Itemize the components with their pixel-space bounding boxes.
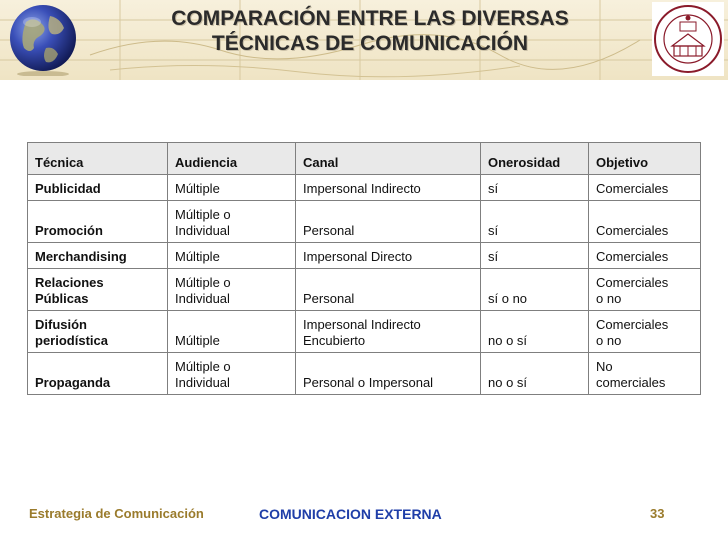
column-header: Onerosidad: [481, 143, 589, 175]
cell-text: sí: [488, 223, 499, 238]
column-header: Audiencia: [168, 143, 296, 175]
cell-text: Múltiple: [175, 333, 220, 348]
table-cell-canal: [296, 201, 481, 243]
university-seal-icon: [652, 2, 724, 76]
table-cell-canal: [296, 175, 481, 201]
table-cell-onerosidad: [481, 353, 589, 395]
table-row: [28, 311, 701, 353]
table-cell-tecnica: [28, 353, 168, 395]
footer-course-name: Estrategia de Comunicación: [29, 506, 204, 521]
cell-text: Impersonal Indirecto: [303, 317, 421, 332]
table-cell-objetivo: [589, 175, 701, 201]
table-cell-audiencia: [168, 311, 296, 353]
cell-text: Impersonal Indirecto: [303, 181, 421, 196]
page-title: [90, 6, 650, 56]
table-cell-tecnica: [28, 311, 168, 353]
cell-text: Personal: [303, 291, 355, 306]
cell-text: Múltiple o: [175, 275, 231, 290]
column-header: Objetivo: [589, 143, 701, 175]
cell-text: Públicas: [35, 291, 89, 306]
cell-text: periodística: [35, 333, 108, 348]
table-cell-onerosidad: [481, 201, 589, 243]
table-row: [28, 201, 701, 243]
table-cell-tecnica: [28, 243, 168, 269]
cell-text: Publicidad: [35, 181, 101, 196]
cell-text: Impersonal Directo: [303, 249, 413, 264]
table-cell-objetivo: [589, 243, 701, 269]
cell-text: o no: [596, 291, 622, 306]
cell-text: sí: [488, 181, 499, 196]
cell-text: Individual: [175, 375, 230, 390]
table-cell-onerosidad: [481, 243, 589, 269]
cell-text: no o sí: [488, 333, 528, 348]
table-cell-onerosidad: [481, 269, 589, 311]
table-row: [28, 175, 701, 201]
table-cell-onerosidad: [481, 175, 589, 201]
table-cell-tecnica: [28, 201, 168, 243]
table-cell-tecnica: [28, 175, 168, 201]
table-header-row: [28, 143, 701, 175]
table-cell-audiencia: [168, 175, 296, 201]
table-cell-canal: [296, 311, 481, 353]
table-body: [28, 175, 701, 395]
cell-text: no o sí: [488, 375, 528, 390]
cell-text: Múltiple: [175, 249, 220, 264]
table-cell-audiencia: [168, 269, 296, 311]
table-cell-tecnica: [28, 269, 168, 311]
cell-text: Comerciales: [596, 317, 669, 332]
table-cell-objetivo: [589, 311, 701, 353]
table-cell-audiencia: [168, 201, 296, 243]
title-line-1: COMPARACIÓN ENTRE LAS DIVERSAS: [171, 7, 569, 30]
cell-text: Individual: [175, 223, 230, 238]
cell-text: No: [596, 359, 613, 374]
cell-text: sí o no: [488, 291, 528, 306]
table-cell-audiencia: [168, 243, 296, 269]
column-header: Canal: [296, 143, 481, 175]
cell-text: Comerciales: [596, 275, 669, 290]
cell-text: comerciales: [596, 375, 666, 390]
table-cell-objetivo: [589, 353, 701, 395]
title-line-2: TÉCNICAS DE COMUNICACIÓN: [211, 32, 529, 55]
table-row: [28, 243, 701, 269]
table-cell-onerosidad: [481, 311, 589, 353]
cell-text: Promoción: [35, 223, 103, 238]
cell-text: Múltiple o: [175, 207, 231, 222]
cell-text: Comerciales: [596, 223, 669, 238]
cell-text: Comerciales: [596, 249, 669, 264]
table-cell-canal: [296, 269, 481, 311]
comparison-table: [27, 142, 701, 395]
cell-text: Comerciales: [596, 181, 669, 196]
table-cell-canal: [296, 243, 481, 269]
table-row: [28, 353, 701, 395]
cell-text: sí: [488, 249, 499, 264]
cell-text: Personal o Impersonal: [303, 375, 434, 390]
cell-text: Múltiple o: [175, 359, 231, 374]
footer-section-title: COMUNICACION EXTERNA: [259, 506, 442, 522]
cell-text: o no: [596, 333, 622, 348]
table-cell-objetivo: [589, 201, 701, 243]
page-number: 33: [650, 506, 665, 521]
cell-text: Encubierto: [303, 333, 366, 348]
cell-text: Difusión: [35, 317, 87, 332]
globe-icon: [6, 2, 80, 76]
cell-text: Merchandising: [35, 249, 127, 264]
cell-text: Individual: [175, 291, 230, 306]
table-row: [28, 269, 701, 311]
slide-header: [0, 0, 728, 80]
table-cell-audiencia: [168, 353, 296, 395]
table-cell-objetivo: [589, 269, 701, 311]
column-header: Técnica: [28, 143, 168, 175]
cell-text: Propaganda: [35, 375, 111, 390]
cell-text: Múltiple: [175, 181, 220, 196]
cell-text: Personal: [303, 223, 355, 238]
table-cell-canal: [296, 353, 481, 395]
cell-text: Relaciones: [35, 275, 104, 290]
